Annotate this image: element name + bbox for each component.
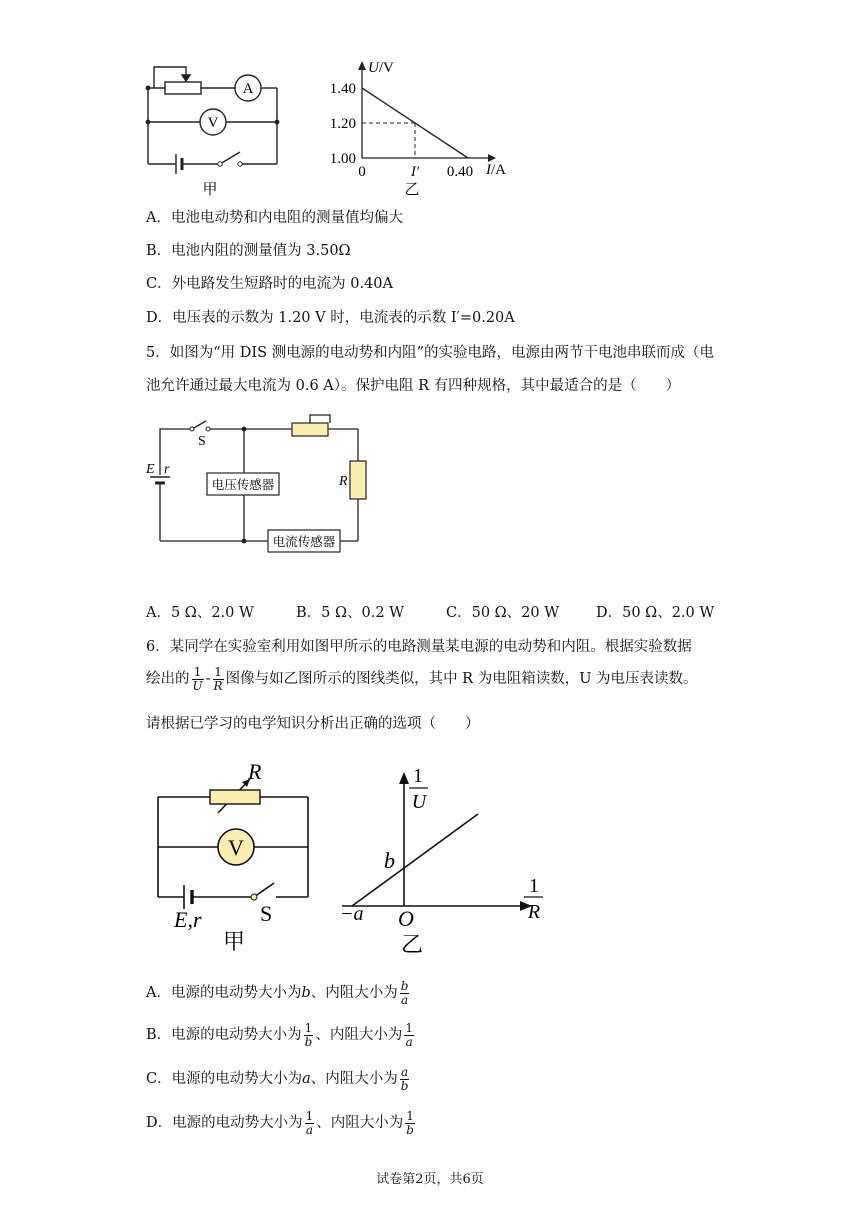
q5-option-c: C．50 Ω、20 W bbox=[446, 605, 560, 621]
one-over-u-vs-one-over-r-graph bbox=[338, 758, 558, 958]
y-axis-symbol: U bbox=[368, 60, 379, 76]
frac-numerator: 1 bbox=[304, 1020, 313, 1035]
q4-option-c: C．外电路发生短路时的电流为 0.40A bbox=[146, 276, 393, 292]
y-tick-label: 1.00 bbox=[329, 151, 356, 167]
frac-numerator: 1 bbox=[406, 1108, 414, 1123]
resistor-r-label: R bbox=[339, 474, 348, 489]
y-axis-numerator: 1 bbox=[413, 765, 423, 787]
q6-stem-line1: 6．某同学在实验室利用如图甲所示的电路测量某电源的电动势和内阻。根据实验数据 bbox=[146, 639, 692, 655]
q6-stem-line2-post: 图像与如乙图所示的图线类似，其中 R 为电阻箱读数，U 为电压表读数。 bbox=[225, 671, 698, 687]
option-a-mid: 、内阻大小为 bbox=[310, 985, 398, 1001]
ammeter-label: A bbox=[242, 81, 254, 97]
x-tick-label: 0 bbox=[358, 164, 366, 180]
x-axis-numerator: 1 bbox=[529, 875, 539, 897]
chart-y-axis-label bbox=[368, 60, 394, 76]
frac-numerator: b bbox=[400, 978, 409, 993]
frac-denominator: a bbox=[405, 1034, 413, 1049]
q5-option-d: D．50 Ω、2.0 W bbox=[596, 605, 715, 621]
frac-denominator: U bbox=[192, 678, 203, 693]
option-a-emf: b bbox=[301, 985, 311, 1001]
one-over-u-fraction bbox=[192, 666, 204, 693]
frac-dash: - bbox=[205, 671, 211, 687]
frac-denominator: b bbox=[304, 1034, 313, 1049]
frac-numerator: 1 bbox=[192, 666, 204, 680]
q4-option-a: A．电池电动势和内电阻的测量值均偏大 bbox=[146, 210, 403, 226]
origin-label: O bbox=[398, 906, 414, 931]
y-tick-label: 1.40 bbox=[329, 81, 356, 97]
x-axis-arrow bbox=[488, 154, 496, 162]
q4-circuit-figure bbox=[140, 58, 290, 198]
option-c-emf: a bbox=[302, 1071, 311, 1087]
frac-numerator: 1 bbox=[305, 1108, 314, 1123]
option-c-text: C．电源的电动势大小为 bbox=[146, 1071, 303, 1087]
frac-denominator: b bbox=[406, 1122, 414, 1137]
option-d-emf-fraction bbox=[305, 1110, 315, 1137]
source-label: E,r bbox=[174, 907, 202, 932]
frac-denominator: b bbox=[400, 1078, 409, 1093]
q6-option-d bbox=[146, 1106, 417, 1140]
q5-dis-circuit-figure bbox=[140, 405, 380, 565]
q6-option-b bbox=[146, 1018, 416, 1052]
x-axis-unit: /A bbox=[491, 162, 506, 178]
y-intercept-label: b bbox=[384, 848, 395, 873]
x-tick-label: I′ bbox=[410, 164, 420, 180]
voltmeter-label: V bbox=[228, 835, 244, 860]
x-tick-label: 0.40 bbox=[446, 164, 474, 180]
option-d-text: D．电源的电动势大小为 bbox=[146, 1115, 303, 1131]
option-c-resistance-fraction bbox=[400, 1066, 410, 1093]
q6-stem-line2 bbox=[146, 664, 698, 694]
option-b-emf-fraction bbox=[304, 1022, 314, 1049]
frac-numerator: 1 bbox=[405, 1020, 413, 1035]
q6-option-c bbox=[146, 1062, 411, 1096]
q6-stem-line2-pre: 绘出的 bbox=[146, 671, 190, 687]
y-tick-label: 1.20 bbox=[329, 116, 356, 132]
figure-caption-jia: 甲 bbox=[202, 182, 218, 198]
q6-option-a bbox=[146, 976, 411, 1010]
q4-option-b: B．电池内阻的测量值为 3.50Ω bbox=[146, 243, 351, 259]
x-axis-denominator: R bbox=[527, 901, 541, 923]
q5-stem-line2: 池允许通过最大电流为 0.6 A）。保护电阻 R 有四种规格，其中最适合的是（ ） bbox=[146, 378, 681, 394]
current-sensor-label: 电流传感器 bbox=[272, 535, 336, 549]
frac-denominator: a bbox=[305, 1122, 314, 1137]
internal-resistance-label: r bbox=[164, 462, 170, 477]
voltmeter-label: V bbox=[207, 115, 219, 131]
option-d-mid: 、内阻大小为 bbox=[316, 1115, 404, 1131]
y-axis-arrow bbox=[358, 61, 366, 70]
option-b-text: B．电源的电动势大小为 bbox=[146, 1027, 302, 1043]
option-a-text: A．电源的电动势大小为 bbox=[146, 985, 302, 1001]
option-d-resistance-fraction bbox=[405, 1110, 415, 1137]
frac-denominator: R bbox=[213, 678, 223, 693]
x-intercept-label: −a bbox=[340, 903, 364, 925]
q5-option-b: B．5 Ω、0.2 W bbox=[296, 605, 405, 621]
figure-caption-yi: 乙 bbox=[400, 932, 424, 957]
chart-caption-yi: 乙 bbox=[404, 182, 420, 198]
frac-numerator: 1 bbox=[214, 664, 222, 679]
voltage-sensor-label: 电压传感器 bbox=[211, 478, 275, 492]
q5-stem-line1: 5．如图为“用 DIS 测电源的电动势和内阻”的实验电路，电源由两节干电池串联而成（电 bbox=[146, 345, 715, 361]
frac-denominator: a bbox=[401, 992, 409, 1007]
variable-resistor-label: R bbox=[248, 759, 262, 784]
switch-label: S bbox=[260, 901, 273, 926]
u-i-chart bbox=[318, 56, 528, 202]
q4-option-d: D．电压表的示数为 1.20 V 时，电流表的示数 I′=0.20A bbox=[146, 310, 515, 326]
frac-numerator: a bbox=[401, 1064, 409, 1079]
q6-stem-line3: 请根据已学习的电学知识分析出正确的选项（ ） bbox=[146, 716, 480, 732]
y-axis-denominator: U bbox=[411, 791, 427, 813]
switch-label: S bbox=[198, 434, 206, 449]
one-over-r-fraction bbox=[213, 666, 224, 693]
option-b-mid: 、内阻大小为 bbox=[315, 1027, 403, 1043]
page-footer: 试卷第2页，共6页 bbox=[376, 1172, 484, 1187]
option-a-resistance-fraction bbox=[400, 980, 410, 1007]
option-c-mid: 、内阻大小为 bbox=[310, 1071, 398, 1087]
y-axis-unit: /V bbox=[378, 60, 394, 76]
emf-label: E bbox=[146, 462, 155, 477]
q5-option-a: A．5 Ω、2.0 W bbox=[146, 605, 254, 621]
chart-x-axis-label bbox=[485, 162, 506, 178]
q6-circuit-figure bbox=[146, 755, 326, 955]
option-b-resistance-fraction bbox=[404, 1022, 414, 1049]
figure-caption-jia: 甲 bbox=[222, 929, 246, 954]
x-axis-symbol: I bbox=[486, 162, 491, 178]
